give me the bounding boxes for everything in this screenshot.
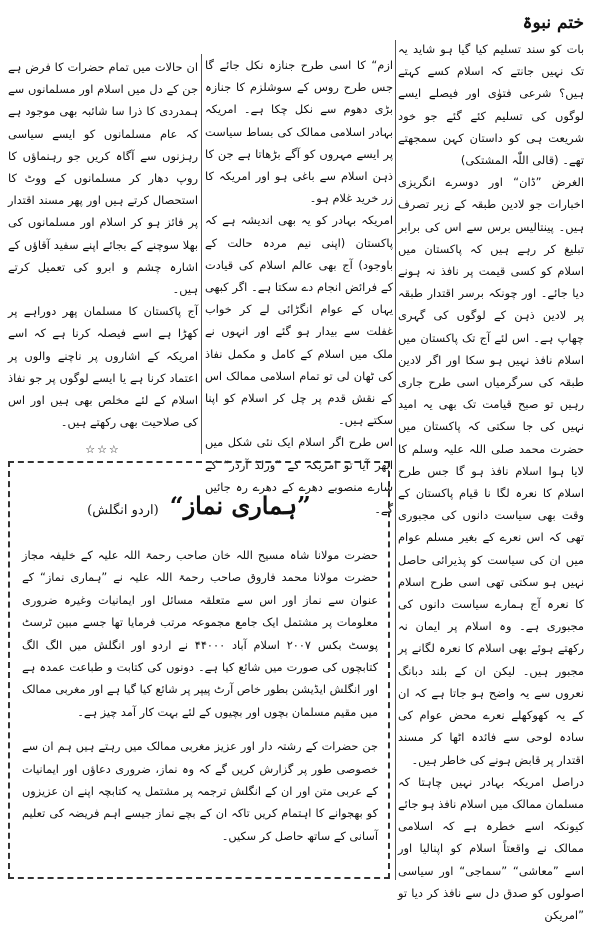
paragraph: حضرت مولانا شاہ مسیح اللہ خان صاحب رحمۃ اللہ علیہ کے خلیفہ مجاز حضرت مولانا محمد فاروق صاحب رحمۃ اللہ علیہ نے ”ہماری نماز“ کے عنوان سے نماز اور اس سے متعلقہ مسائل اور ایمانیات وغیرہ ضروری معلومات پر مشتمل ایک جامع مجموعہ مرتب فرمایا تھا جسے مبین ٹرسٹ پوسٹ بکس ۲۰۰۷ اسلام آباد ۴۴۰۰۰ نے اردو اور انگلش میں الگ الگ کتابچوں کی صورت میں شائع کیا ہے۔ دونوں کی کتابت و طباعت عمدہ ہے اور انگلش ایڈیشن بطور خاص آرٹ پیپر پر شائع کیا گیا ہے اور مغربی ممالک میں مقیم مسلمان بچوں اور بچیوں کے لئے بہت کار آمد چیز ہے۔: [22, 549, 378, 719]
article-column-right: [398, 38, 584, 922]
paragraph: الغرض ”ڈان“ اور دوسرے انگریزی اخبارات جو لادین طبقہ کے زیر تصرف ہیں۔ پینتالیس برس سے اس کی برابر تبلیغ کر رہے ہیں کہ پاکستان میں اسلام کو کسی قیمت پر نافذ نہ ہونے دیا جائے۔ اور چونکہ برسر اقتدار طبقہ پر لادین ذہن کے لوگوں کی گہری چھاپ ہے۔ اس لئے آج تک پاکستان میں اسلام نافذ نہیں ہو سکا اور اگر لادین طبقہ کی سرگرمیاں اسی طرح جاری رہیں تو صبح قیامت تک بھی یہ امید نہیں کی جا سکتی کہ پاکستان میں حضرت محمد صلی اللہ علیہ وسلم کا لایا ہوا اسلام نافذ ہو گا جس طرح اسلام کا نعرہ لگا نا قیام پاکستان کے وقت بھی سیاست دانوں کی مجبوری تھی کہ اس نعرے کے بغیر مسلم عوام میں ان کی سیاست کو پذیرائی حاصل نہیں ہو سکتی تھی اسی طرح اسلام کا نعرہ آج ہمارے سیاست دانوں کی مجبوری ہے۔ وہ اسلام پر ایمان نہ رکھتے ہوئے بھی اسلام کا نعرہ لگانے پر مجبور ہیں۔ لیکن ان کے بلند دبانگ نعروں سے یہ واضح ہو جاتا ہے کہ ان کے یہ کھوکھلے نعرے محض عوام کی سادہ لوحی سے فائدہ اٹھا کر مسند اقتدار پر قابض ہونے کی خاطر ہیں۔: [398, 175, 584, 767]
paragraph: جن حضرات کے رشتہ دار اور عزیز مغربی ممالک میں رہتے ہیں ہم ان سے خصوصی طور پر گزارش کریں گے کہ وہ نماز، ضروری دعاؤں اور ایمانیات کے عربی متن اور ان کے انگلش ترجمہ پر مشتمل یہ کتابچہ اپنے ان عزیزوں کو بھجوانے کا اہتمام کریں تاکہ ان کے بچے نماز جیسے اہم فریضہ کی تعلیم آسانی کے ساتھ حاصل کر سکیں۔: [22, 740, 378, 843]
box-body: [22, 545, 378, 860]
paragraph: دراصل امریکہ بہادر نہیں چاہتا کہ مسلمان ممالک میں اسلام نافذ ہو جائے کیونکہ اسے خطرہ ہے کہ اسلامی ممالک نے واقعتاً اسلام کو اپنالیا اور اسے ”معاشی“ ”سماجی“ اور سیاسی اصولوں کو صدق دل سے نافذ کر دیا تو ”امریکن: [398, 774, 584, 922]
box-heading: [10, 491, 388, 520]
article-column-left: [8, 56, 198, 457]
paragraph: امریکہ بہادر کو یہ بھی اندیشہ ہے کہ پاکستان (اپنی نیم مردہ حالت کے باوجود) آج بھی عالم اسلام کی قیادت کے فرائض انجام دے سکتا ہے۔ اگر کبھی یہاں کے عوام انگڑائی لے کر خواب غفلت سے بیدار ہو گئے اور انہوں نے ملک میں اسلام کے کامل و مکمل نفاذ کی ٹھان لی تو تمام اسلامی ممالک اس کے نقش قدم پر چل کر اسلام کو اپنا سکتے ہیں۔: [205, 213, 393, 428]
section-separator: ☆☆☆: [85, 443, 121, 457]
paragraph: اس طرح اگر اسلام ایک نئی شکل میں ابھر آیا تو امریکہ کے ”ورلڈ آرڈر“ کے سارے منصوبے دھرے کے دھرے رہ جائیں گے۔: [205, 435, 393, 517]
publication-logo: ختم نبوۃ: [522, 13, 584, 33]
book-review-box: [8, 461, 390, 879]
box-title: ”ہماری نماز“: [169, 491, 311, 520]
box-subtitle: (اردو انگلش): [87, 503, 159, 518]
paragraph: بات کو سند تسلیم کیا گیا ہو شاید یہ تک نہیں جانتے کہ اسلام کسے کہتے ہیں؟ شرعی فتوٰی اور فیصلے ایسے لوگوں کی تسلیم کئے گئے جو خود شریعت ہی کو داستان کہن سمجھتے تھے۔ (قالی اللّٰہ المشتکی): [398, 42, 584, 168]
column-divider-left: [201, 54, 202, 454]
paragraph: آج پاکستان کا مسلمان پھر دوراہے پر کھڑا ہے اسے فیصلہ کرنا ہے کہ اسے امریکہ کے اشاروں پر ناچنے والوں پر اعتماد کرنا ہے یا ایسے لوگوں پر جو نفاذ اسلام کے لئے مخلص بھی ہیں اور اس کی صلاحیت بھی رکھتے ہیں۔: [8, 304, 198, 430]
column-divider-right: [395, 40, 396, 880]
paragraph: ازم“ کا اسی طرح جنازہ نکل جائے گا جس طرح روس کے سوشلزم کا جنازہ بڑی دھوم سے نکل چکا ہے۔ امریکہ بہادر اسلامی ممالک کی بساط سیاست پر ایسے مہروں کو آگے بڑھاتا ہے جن کا ذہن اسلام سے باغی ہو اور امریکہ کا زر خرید غلام ہو۔: [205, 58, 393, 206]
paragraph: ان حالات میں تمام حضرات کا فرض ہے جن کے دل میں اسلام اور مسلمانوں سے ہمدردی کا ذرا سا شائبہ بھی موجود ہے کہ عام مسلمانوں کو ایسے سیاسی رہزنوں سے آگاہ کریں جو رہنماؤں کا روپ دھار کر مسلمانوں کے ووٹ کا استحصال کرتے ہیں اور پھر مسند اقتدار پر فائز ہو کر اسلام اور مسلمانوں کی بھلا سوچنے کے بجائے اپنے سفید آقاؤں کے اشارہ چشم و ابرو کی تعمیل کرتے ہیں۔: [8, 60, 198, 297]
